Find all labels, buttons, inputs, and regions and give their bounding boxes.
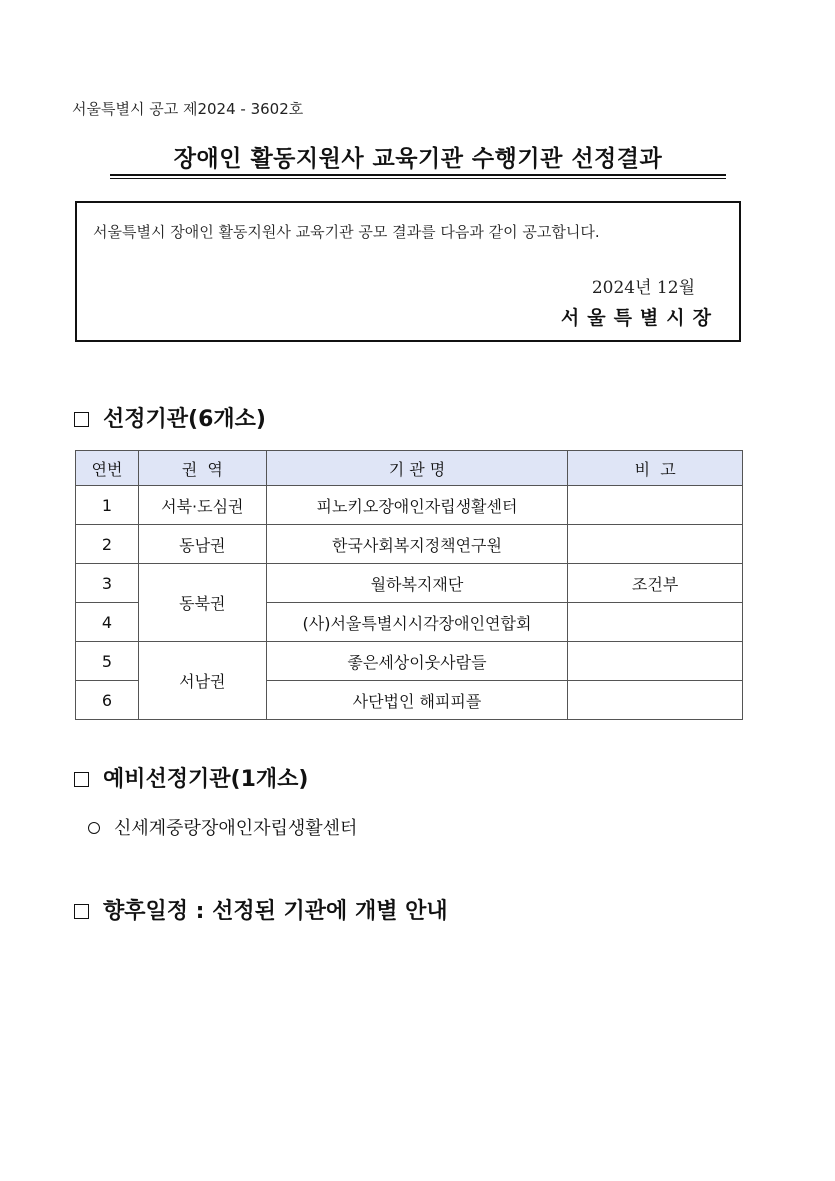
table-row — [76, 525, 743, 564]
row-no: 1 — [76, 486, 139, 525]
row-name: 사단법인 해피피플 — [266, 681, 567, 720]
header-note: 비 고 — [568, 451, 743, 486]
selected-organizations-table — [75, 450, 743, 720]
table-row — [76, 486, 743, 525]
row-no: 3 — [76, 564, 139, 603]
page-title: 장애인 활동지원사 교육기관 수행기관 선정결과 — [173, 146, 663, 172]
row-note — [568, 681, 743, 720]
checkbox-square-icon — [74, 772, 89, 787]
row-no: 5 — [76, 642, 139, 681]
notice-number: 서울특별시 공고 제2024 - 3602호 — [72, 100, 304, 118]
row-name: 한국사회복지정책연구원 — [266, 525, 567, 564]
row-no: 2 — [76, 525, 139, 564]
row-no: 4 — [76, 603, 139, 642]
row-note — [568, 486, 743, 525]
section-reserve-heading — [74, 762, 308, 793]
row-note: 조건부 — [568, 564, 743, 603]
row-note — [568, 642, 743, 681]
section-reserve-heading-text: 예비선정기관(1개소) — [103, 767, 309, 792]
row-name: (사)서울특별시시각장애인연합회 — [266, 603, 567, 642]
row-name: 좋은세상이웃사람들 — [266, 642, 567, 681]
title-underline — [110, 174, 726, 179]
row-note — [568, 603, 743, 642]
table-row — [76, 564, 743, 603]
header-name: 기 관 명 — [266, 451, 567, 486]
section-selected-heading-text: 선정기관(6개소) — [103, 407, 266, 432]
table-row — [76, 642, 743, 681]
table-header-row — [76, 451, 743, 486]
row-region: 동북권 — [138, 564, 266, 642]
checkbox-square-icon — [74, 412, 89, 427]
header-no: 연번 — [76, 451, 139, 486]
checkbox-square-icon — [74, 904, 89, 919]
announcement-text: 서울특별시 장애인 활동지원사 교육기관 공모 결과를 다음과 같이 공고합니다. — [93, 223, 600, 241]
row-no: 6 — [76, 681, 139, 720]
row-region: 서남권 — [138, 642, 266, 720]
section-schedule-heading — [74, 894, 448, 925]
row-note — [568, 525, 743, 564]
row-name: 피노키오장애인자립생활센터 — [266, 486, 567, 525]
row-region: 동남권 — [138, 525, 266, 564]
announcement-signature: 서울특별시장 — [560, 307, 719, 329]
announcement-date: 2024년 12월 — [591, 278, 695, 298]
row-region: 서북·도심권 — [138, 486, 266, 525]
circle-bullet-icon — [88, 822, 100, 834]
row-name: 월하복지재단 — [266, 564, 567, 603]
announcement-box — [75, 201, 741, 342]
section-schedule-heading-text: 향후일정 : 선정된 기관에 개별 안내 — [103, 899, 448, 924]
section-selected-heading — [74, 402, 266, 433]
header-region: 권 역 — [138, 451, 266, 486]
reserve-organization: 신세계중랑장애인자립생활센터 — [114, 818, 358, 839]
list-item — [88, 814, 357, 840]
